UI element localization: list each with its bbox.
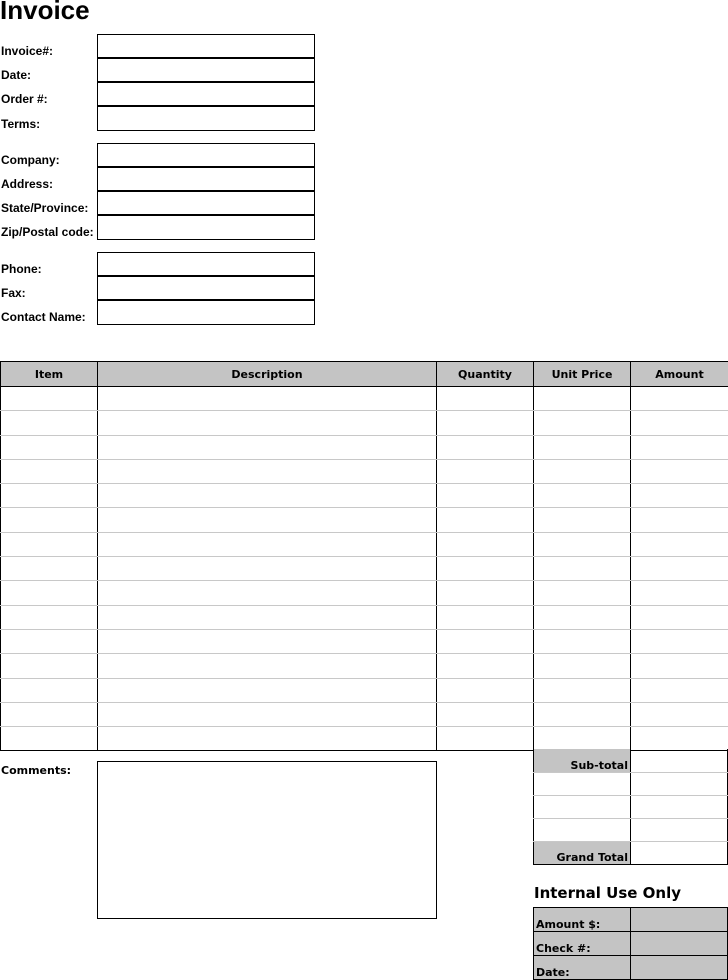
item-cell[interactable] — [1, 581, 98, 605]
items-body — [1, 387, 728, 751]
description-column-header: Description — [98, 362, 437, 387]
table-row — [1, 508, 728, 532]
unit-price-cell[interactable] — [534, 532, 631, 556]
table-row — [1, 557, 728, 581]
amount-cell[interactable] — [631, 508, 728, 532]
invoice-number-field[interactable] — [97, 34, 315, 58]
quantity-cell[interactable] — [437, 459, 534, 483]
unit-price-column-header: Unit Price — [534, 362, 631, 387]
description-cell[interactable] — [98, 435, 437, 459]
totals-extra-label[interactable] — [534, 819, 631, 842]
company-field[interactable] — [97, 143, 315, 167]
internal-check-label: Check #: — [534, 932, 631, 956]
quantity-cell[interactable] — [437, 581, 534, 605]
date-label: Date: — [1, 68, 32, 82]
item-cell[interactable] — [1, 435, 98, 459]
comments-field[interactable] — [97, 761, 437, 919]
description-cell[interactable] — [98, 727, 437, 751]
amount-cell[interactable] — [631, 532, 728, 556]
page-title: Invoice — [0, 0, 90, 25]
quantity-cell[interactable] — [437, 387, 534, 411]
state-province-label: State/Province: — [1, 201, 89, 215]
phone-label: Phone: — [1, 262, 42, 276]
table-row — [1, 387, 728, 411]
item-cell[interactable] — [1, 654, 98, 678]
fax-field[interactable] — [97, 276, 315, 300]
invoice-number-label: Invoice#: — [1, 44, 54, 58]
address-field[interactable] — [97, 167, 315, 191]
zip-postal-code-label: Zip/Postal code: — [1, 225, 94, 239]
description-cell[interactable] — [98, 459, 437, 483]
address-label: Address: — [1, 177, 54, 191]
unit-price-cell[interactable] — [534, 387, 631, 411]
description-cell[interactable] — [98, 508, 437, 532]
description-cell[interactable] — [98, 605, 437, 629]
item-cell[interactable] — [1, 678, 98, 702]
internal-date-field[interactable] — [631, 956, 728, 980]
quantity-cell[interactable] — [437, 532, 534, 556]
description-cell[interactable] — [98, 581, 437, 605]
table-row — [1, 532, 728, 556]
amount-cell[interactable] — [631, 605, 728, 629]
items-table — [0, 361, 728, 751]
comments-label: Comments: — [1, 764, 72, 777]
amount-cell[interactable] — [631, 459, 728, 483]
item-cell[interactable] — [1, 387, 98, 411]
description-cell[interactable] — [98, 702, 437, 726]
totals-extra-value[interactable] — [631, 819, 728, 842]
unit-price-cell[interactable] — [534, 508, 631, 532]
table-row — [1, 654, 728, 678]
unit-price-cell[interactable] — [534, 581, 631, 605]
unit-price-cell[interactable] — [534, 727, 631, 751]
item-cell[interactable] — [1, 532, 98, 556]
table-row — [1, 484, 728, 508]
unit-price-cell[interactable] — [534, 629, 631, 653]
quantity-cell[interactable] — [437, 702, 534, 726]
order-number-field[interactable] — [97, 82, 315, 106]
table-row — [1, 459, 728, 483]
quantity-cell[interactable] — [437, 557, 534, 581]
item-cell[interactable] — [1, 727, 98, 751]
date-field[interactable] — [97, 58, 315, 82]
amount-cell[interactable] — [631, 411, 728, 435]
amount-column-header: Amount — [631, 362, 728, 387]
state-province-field[interactable] — [97, 191, 315, 215]
unit-price-cell[interactable] — [534, 435, 631, 459]
amount-cell[interactable] — [631, 557, 728, 581]
item-cell[interactable] — [1, 702, 98, 726]
totals-row — [534, 819, 728, 842]
unit-price-cell[interactable] — [534, 702, 631, 726]
fax-label: Fax: — [1, 286, 26, 300]
quantity-cell[interactable] — [437, 508, 534, 532]
phone-field[interactable] — [97, 252, 315, 276]
table-row — [1, 411, 728, 435]
table-row — [1, 435, 728, 459]
unit-price-cell[interactable] — [534, 484, 631, 508]
quantity-cell[interactable] — [437, 727, 534, 751]
contact-name-label: Contact Name: — [1, 310, 86, 324]
totals-row — [534, 772, 728, 795]
item-cell[interactable] — [1, 508, 98, 532]
quantity-cell[interactable] — [437, 654, 534, 678]
totals-extra-label[interactable] — [534, 772, 631, 795]
grand-total-label: Grand Total — [534, 842, 631, 865]
description-cell[interactable] — [98, 629, 437, 653]
description-cell[interactable] — [98, 387, 437, 411]
item-cell[interactable] — [1, 629, 98, 653]
quantity-cell[interactable] — [437, 411, 534, 435]
terms-field[interactable] — [97, 106, 315, 131]
amount-cell[interactable] — [631, 727, 728, 751]
table-row — [1, 727, 728, 751]
terms-label: Terms: — [1, 117, 41, 131]
quantity-cell[interactable] — [437, 605, 534, 629]
internal-amount-label: Amount $: — [534, 908, 631, 932]
description-cell[interactable] — [98, 411, 437, 435]
description-cell[interactable] — [98, 678, 437, 702]
internal-date-label: Date: — [534, 956, 631, 980]
item-cell[interactable] — [1, 605, 98, 629]
amount-cell[interactable] — [631, 678, 728, 702]
item-cell[interactable] — [1, 557, 98, 581]
internal-use-title: Internal Use Only — [534, 884, 682, 902]
grand-total-value[interactable] — [631, 842, 728, 865]
subtotal-label: Sub-total — [534, 749, 631, 772]
order-number-label: Order #: — [1, 92, 48, 106]
amount-cell[interactable] — [631, 702, 728, 726]
totals-extra-label[interactable] — [534, 795, 631, 818]
amount-cell[interactable] — [631, 581, 728, 605]
quantity-cell[interactable] — [437, 435, 534, 459]
amount-cell[interactable] — [631, 654, 728, 678]
amount-cell[interactable] — [631, 387, 728, 411]
internal-date-row — [534, 956, 728, 980]
totals-table — [533, 749, 728, 865]
unit-price-cell[interactable] — [534, 557, 631, 581]
amount-cell[interactable] — [631, 629, 728, 653]
table-row — [1, 605, 728, 629]
totals-extra-value[interactable] — [631, 772, 728, 795]
unit-price-cell[interactable] — [534, 654, 631, 678]
unit-price-cell[interactable] — [534, 605, 631, 629]
description-cell[interactable] — [98, 532, 437, 556]
quantity-cell[interactable] — [437, 678, 534, 702]
table-row — [1, 702, 728, 726]
amount-cell[interactable] — [631, 484, 728, 508]
internal-check-row — [534, 932, 728, 956]
table-row — [1, 629, 728, 653]
items-header-row — [1, 362, 728, 387]
grand-total-row — [534, 842, 728, 865]
company-label: Company: — [1, 153, 60, 167]
description-cell[interactable] — [98, 484, 437, 508]
totals-extra-value[interactable] — [631, 795, 728, 818]
unit-price-cell[interactable] — [534, 459, 631, 483]
quantity-cell[interactable] — [437, 629, 534, 653]
item-cell[interactable] — [1, 484, 98, 508]
subtotal-value[interactable] — [631, 749, 728, 772]
amount-cell[interactable] — [631, 435, 728, 459]
description-cell[interactable] — [98, 557, 437, 581]
quantity-column-header: Quantity — [437, 362, 534, 387]
unit-price-cell[interactable] — [534, 678, 631, 702]
item-cell[interactable] — [1, 411, 98, 435]
description-cell[interactable] — [98, 654, 437, 678]
totals-row — [534, 795, 728, 818]
contact-name-field[interactable] — [97, 300, 315, 325]
item-cell[interactable] — [1, 459, 98, 483]
table-row — [1, 581, 728, 605]
quantity-cell[interactable] — [437, 484, 534, 508]
item-column-header: Item — [1, 362, 98, 387]
table-row — [1, 678, 728, 702]
internal-amount-row — [534, 908, 728, 932]
internal-check-field[interactable] — [631, 932, 728, 956]
internal-use-table — [533, 907, 728, 980]
subtotal-row — [534, 749, 728, 772]
zip-postal-code-field[interactable] — [97, 215, 315, 240]
internal-amount-field[interactable] — [631, 908, 728, 932]
unit-price-cell[interactable] — [534, 411, 631, 435]
